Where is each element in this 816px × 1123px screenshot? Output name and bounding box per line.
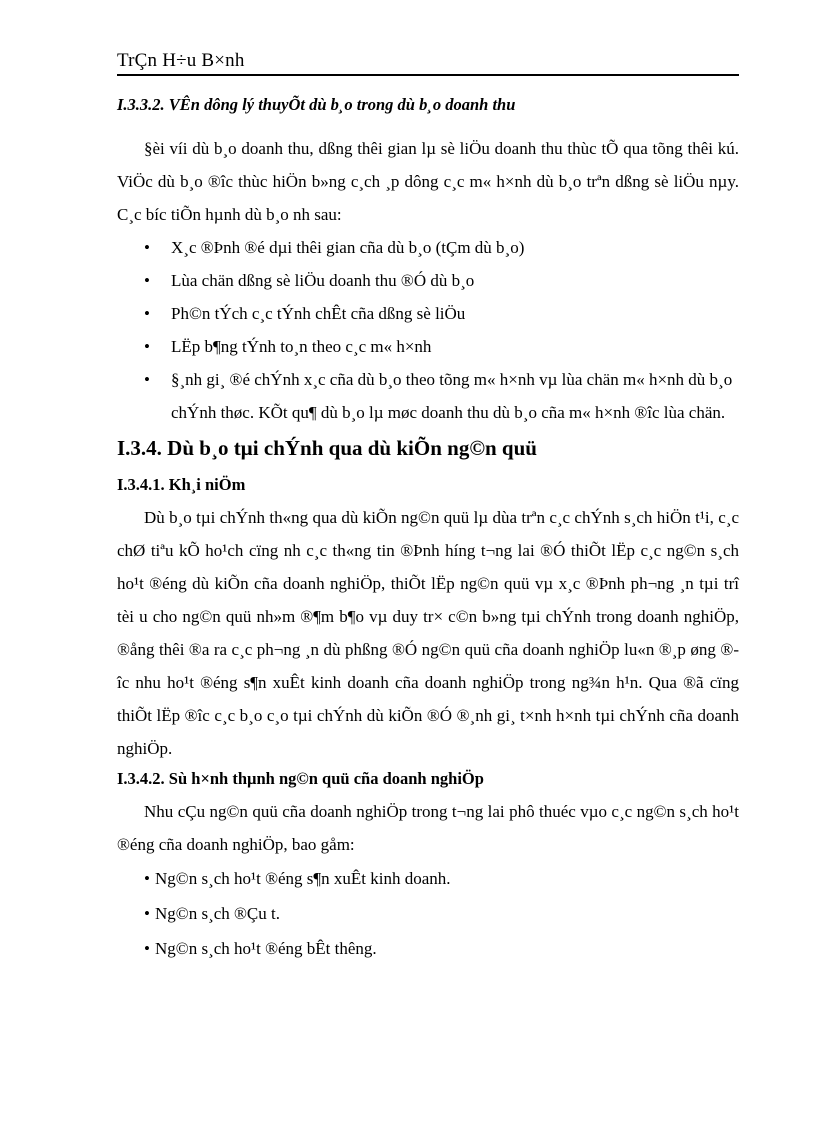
list-item: • Ng©n s¸ch ®Çu t. — [117, 896, 739, 931]
bullet-icon: • — [144, 337, 150, 356]
section-heading-3-3-2: I.3.3.2. VÊn dông lý thuyÕt dù b¸o trong dù b¸o doanh thu — [117, 95, 516, 114]
list-item: • Lùa chän dßng sè liÖu doanh thu ®Ó dù b¸o — [117, 264, 739, 297]
list-item: • LËp b¶ng tÝnh to¸n theo c¸c m« h×nh — [117, 330, 739, 363]
list-item: • X¸c ®Þnh ®é dµi thêi gian cña dù b¸o (tÇm dù b¸o) — [117, 231, 739, 264]
paragraph-definition: Dù b¸o tµi chÝnh th«ng qua dù kiÕn ng©n quü lµ dùa trªn c¸c chÝnh s¸ch hiÖn t¹i, c¸c chØ tiªu kÕ ho¹ch cïng nh c¸c th«ng tin ®Þnh híng t¬ng lai ®Ó thiÕt lËp c¸c ng©n s¸ch ho¹t ®éng dù kiÕn cña doanh nghiÖp, thiÕt lËp ng©n quü vµ x¸c ®Þnh ph¬ng ¸n tµi trî tèi u cho ng©n quü nh»m ®¶m b¶o vµ duy tr× c©n b»ng tµi chÝnh trong doanh nghiÖp, ®ång thêi ®a ra c¸c ph¬ng ¸n dù phßng ®Ó ng©n quü cña doanh nghiÖp lu«n ®¸p øng ®îc nhu ho¹t ®éng s¶n xuÊt kinh doanh cña doanh nghiÖp trong ng¾n h¹n. Qua ®ã cïng thiÕt lËp ®îc c¸c b¸o c¸o tµi chÝnh dù kiÕn ®Ó ®¸nh gi¸ t×nh h×nh tµi chÝnh cña doanh nghiÖp. — [117, 508, 739, 758]
bullet-icon: • — [144, 304, 150, 323]
paragraph-budget-intro: Nhu cÇu ng©n quü cña doanh nghiÖp trong t¬ng lai phô thuéc vµo c¸c ng©n s¸ch ho¹t ®éng cña doanh nghiÖp, bao gåm: — [117, 802, 739, 854]
bullet-icon: • — [144, 238, 150, 257]
list-item: • §¸nh gi¸ ®é chÝnh x¸c cña dù b¸o theo tõng m« h×nh vµ lùa chän m« h×nh dù b¸o chÝnh thøc. KÕt qu¶ dù b¸o lµ møc doanh thu dù b¸o cña m« h×nh ®îc lùa chän. — [117, 363, 739, 429]
list-item: • Ng©n s¸ch ho¹t ®éng bÊt thêng. — [117, 931, 739, 966]
page-content — [117, 92, 739, 966]
list-item: • Ph©n tÝch c¸c tÝnh chÊt cña dßng sè liÖu — [117, 297, 739, 330]
budget-list — [117, 861, 739, 966]
section-heading-3-4: I.3.4. Dù b¸o tµi chÝnh qua dù kiÕn ng©n quü — [117, 436, 537, 460]
forecast-steps-list — [117, 231, 739, 429]
bullet-icon: • — [144, 370, 150, 389]
bullet-icon: • — [144, 869, 150, 888]
header-divider — [117, 74, 739, 76]
bullet-icon: • — [144, 271, 150, 290]
page-header: TrÇn H÷u B×nh — [117, 50, 245, 71]
paragraph-intro: §èi víi dù b¸o doanh thu, dßng thêi gian lµ sè liÖu doanh thu thùc tÕ qua tõng thêi kú. ViÖc dù b¸o ®îc thùc hiÖn b»ng c¸ch ¸p dông c¸c m« h×nh dù b¸o trªn dßng sè liÖu nµy. C¸c bíc tiÕn hµnh dù b¸o nh sau: — [117, 139, 739, 224]
bullet-icon: • — [144, 939, 150, 958]
bullet-icon: • — [144, 904, 150, 923]
subheading-3-4-2: I.3.4.2. Sù h×nh thµnh ng©n quü cña doanh nghiÖp — [117, 769, 484, 788]
subheading-3-4-1: I.3.4.1. Kh¸i niÖm — [117, 475, 246, 494]
list-item: • Ng©n s¸ch ho¹t ®éng s¶n xuÊt kinh doanh. — [117, 861, 739, 896]
